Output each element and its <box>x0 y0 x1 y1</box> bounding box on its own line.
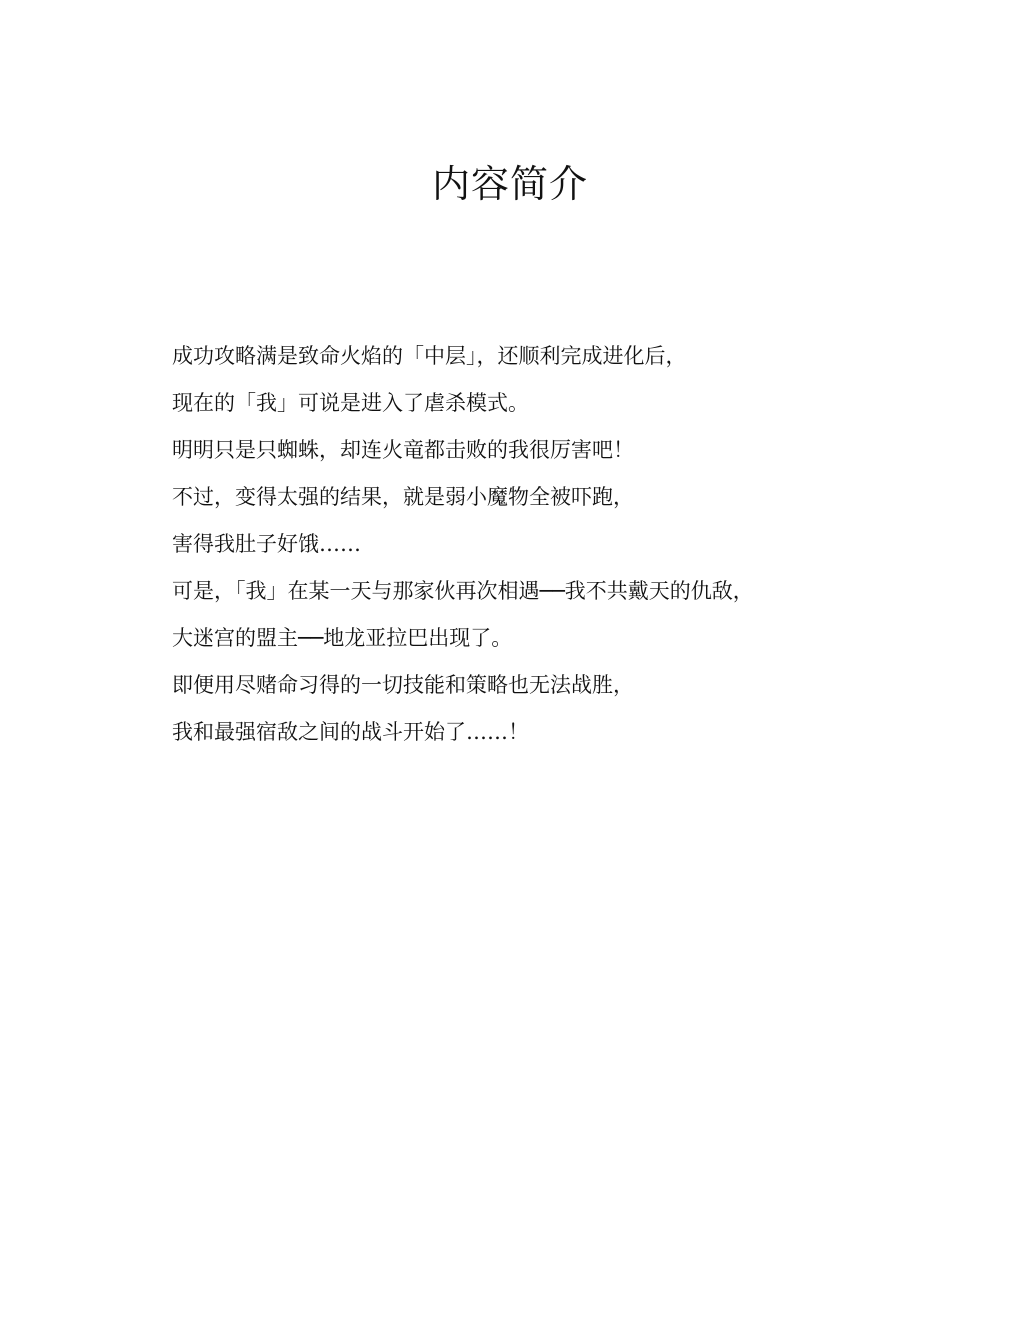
synopsis-body <box>172 333 972 756</box>
paragraph: 可是，「我」在某一天与那家伙再次相遇──我不共戴天的仇敌， <box>172 579 754 603</box>
paragraph: 成功攻略满是致命火焰的「中层」，还顺利完成进化后， <box>172 344 687 368</box>
paragraph: 不过，变得太强的结果，就是弱小魔物全被吓跑， <box>172 485 634 509</box>
paragraph: 即便用尽赌命习得的一切技能和策略也无法战胜， <box>172 673 634 697</box>
paragraph: 害得我肚子好饿…… <box>172 532 361 556</box>
paragraph: 大迷宫的盟主──地龙亚拉巴出现了。 <box>172 626 513 650</box>
paragraph: 现在的「我」可说是进入了虐杀模式。 <box>172 391 529 415</box>
paragraph: 明明只是只蜘蛛，却连火竜都击败的我很厉害吧！ <box>172 438 634 462</box>
paragraph: 我和最强宿敌之间的战斗开始了……！ <box>172 720 529 744</box>
page-title: 内容简介 <box>431 162 588 206</box>
